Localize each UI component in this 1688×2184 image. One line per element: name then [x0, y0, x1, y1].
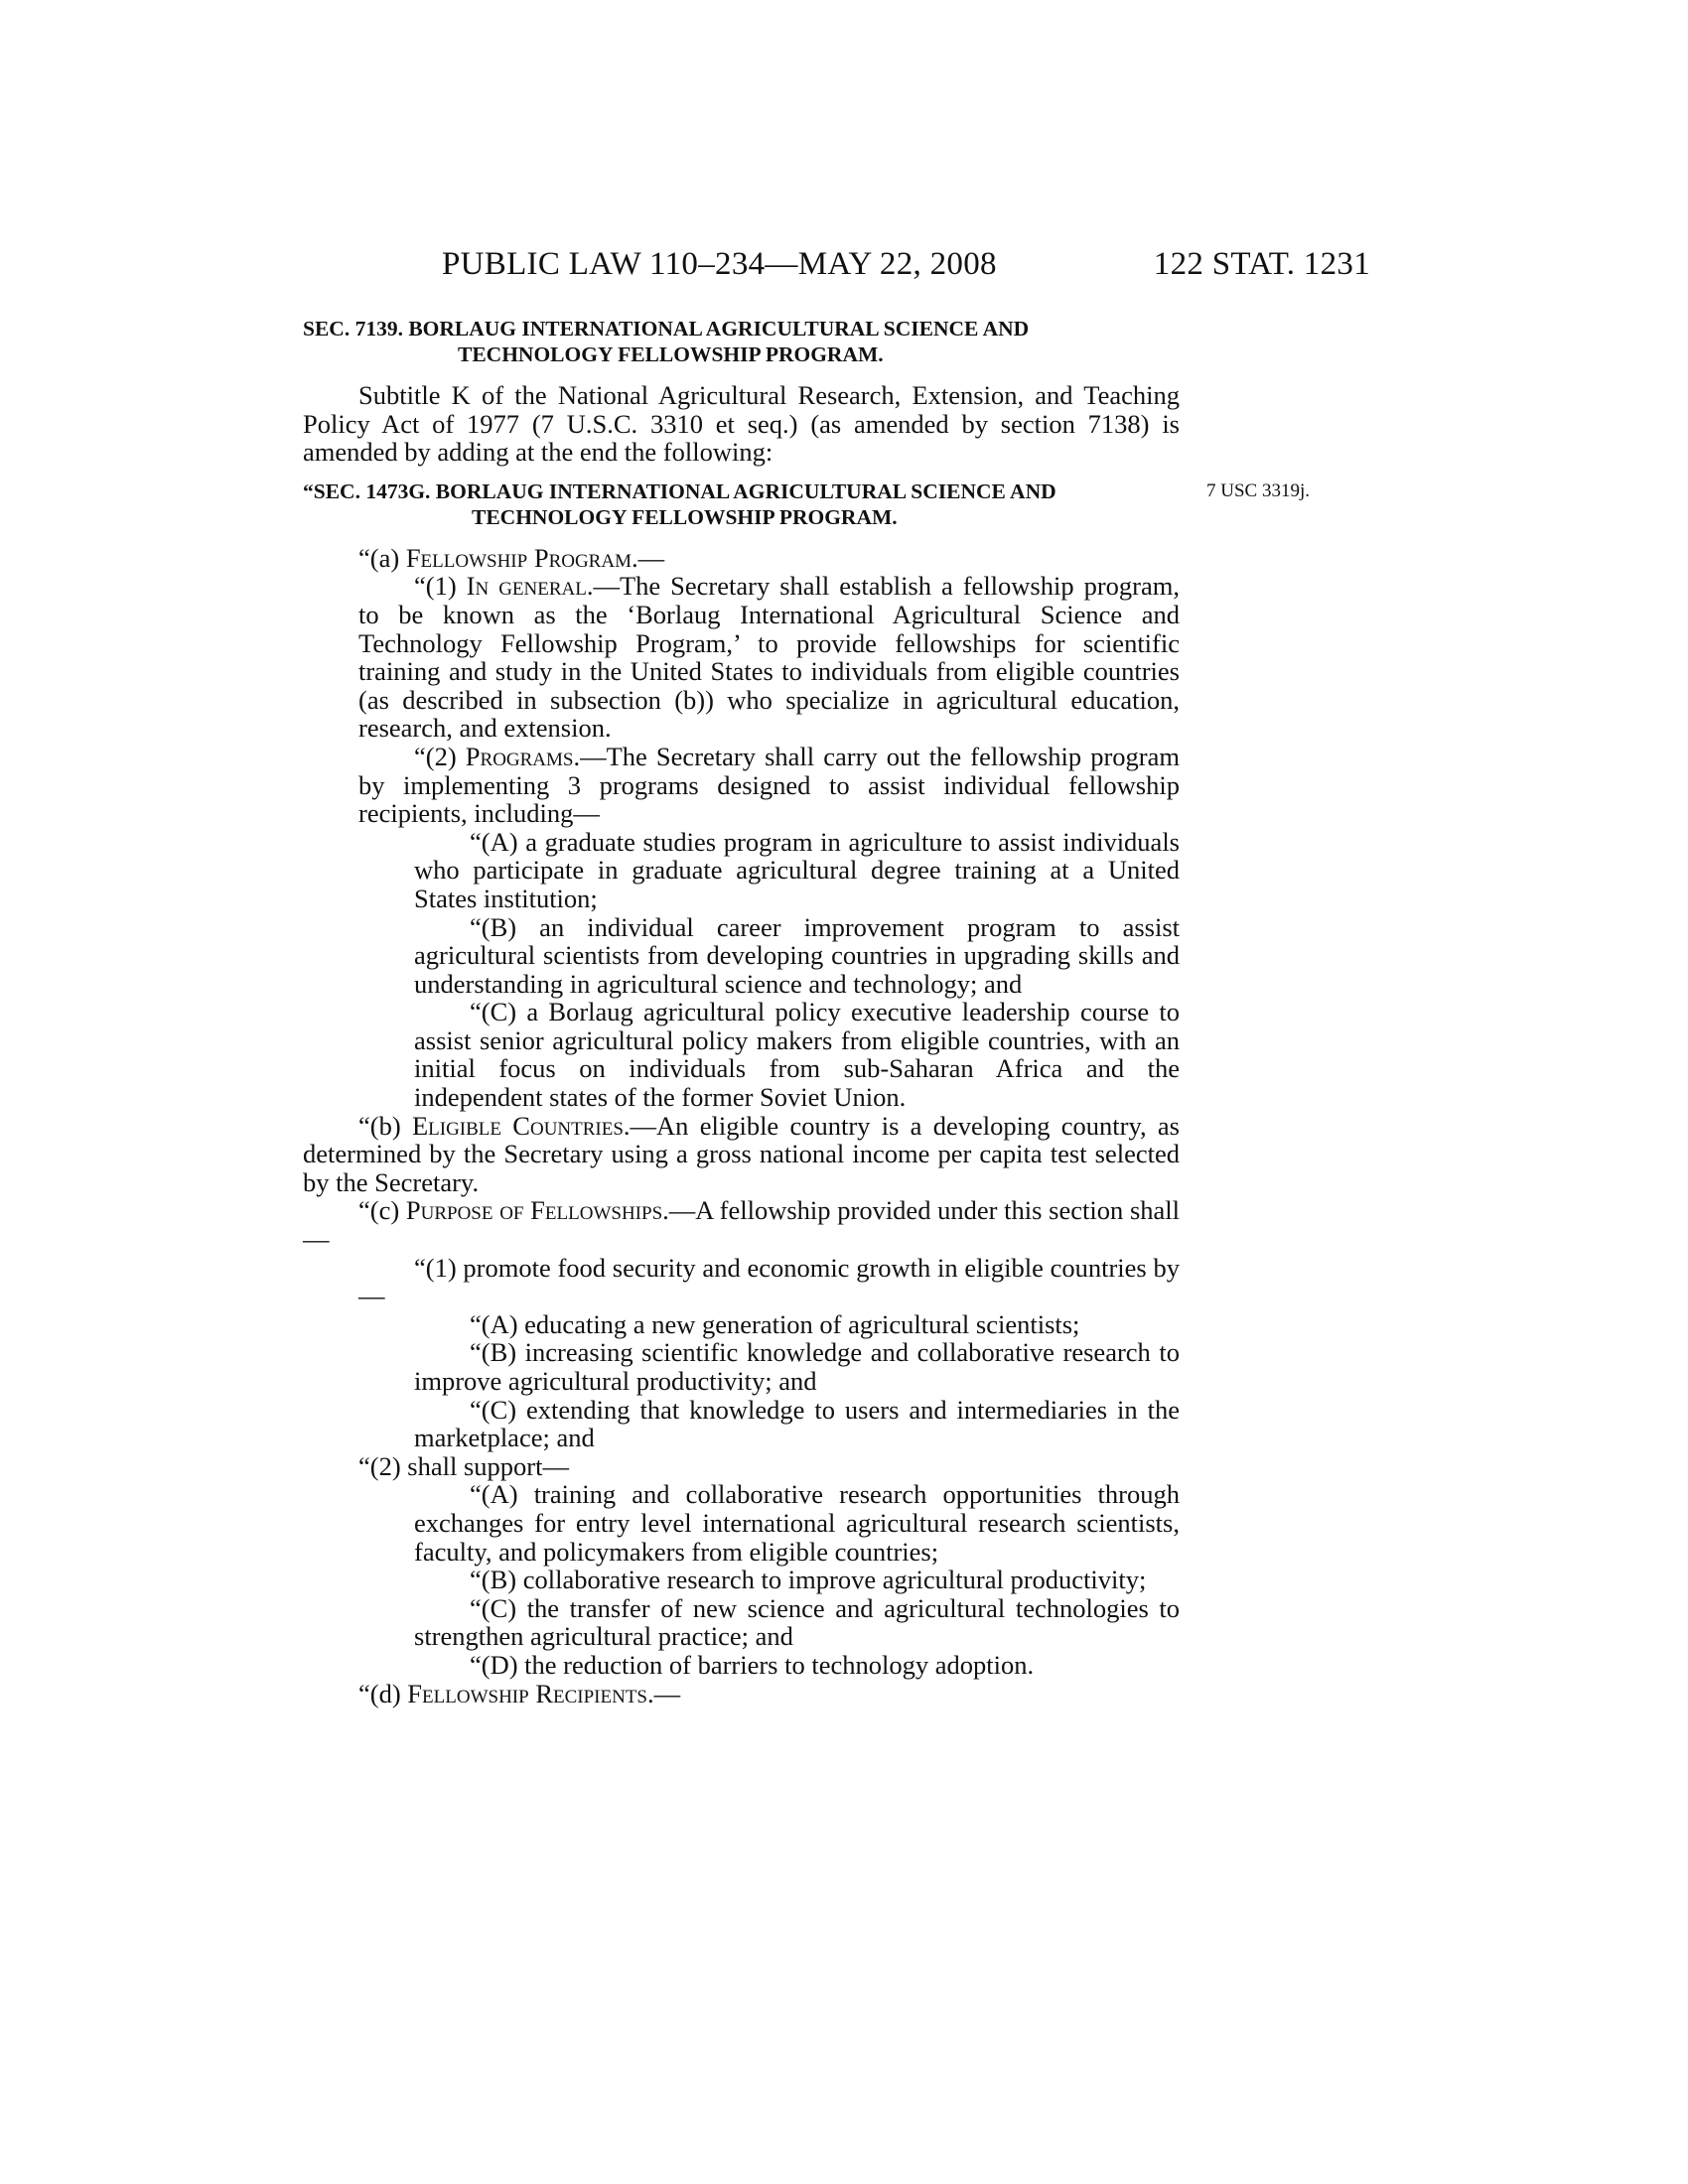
- subsection-a: [303, 544, 1180, 573]
- paragraph-c-2: “(2) shall support—: [358, 1450, 569, 1481]
- subsection-b-prefix: “(b): [358, 1110, 412, 1141]
- page-header: [303, 246, 1370, 286]
- subsection-a-prefix: “(a): [358, 542, 406, 573]
- subsection-c: [303, 1196, 1180, 1253]
- subparagraph-c-2-D: “(D) the reduction of barriers to technology adoption.: [470, 1649, 1035, 1680]
- subsection-c-caption: Purpose of Fellowships.: [405, 1195, 669, 1226]
- paragraph-a-1-prefix: “(1): [414, 571, 467, 602]
- paragraph-a-1-text: —The Secretary shall establish a fellowship program, to be known as the ‘Borlaug International Agricultural Science and Technology Fellowship Program,’ to provide fellowships for scientific training and study in the United States to individuals from eligible countries (as described in subsection (b)) who specialize in agricultural education, research, and extension.: [358, 571, 1180, 744]
- paragraph-a-1: [303, 572, 1180, 743]
- paragraph-a-2-text: —The Secretary shall carry out the fellowship program by implementing 3 programs designed to assist individual fellowship recipients, including—: [358, 741, 1180, 829]
- subparagraph-a-2-C: “(C) a Borlaug agricultural policy executive leadership course to assist senior agricultural policy makers from eligible countries, with an initial focus on individuals from sub-Saharan Africa and the independent states of the former Soviet Union.: [414, 997, 1180, 1113]
- statute-citation: 122 STAT. 1231: [1153, 246, 1370, 282]
- subparagraph-a-2-B: “(B) an individual career improvement program to assist agricultural scientists from developing countries in upgrading skills and understanding in agricultural science and technology; and: [414, 911, 1180, 999]
- running-head: PUBLIC LAW 110–234—MAY 22, 2008: [442, 246, 997, 282]
- subsection-a-caption: Fellowship Program.—: [405, 542, 665, 573]
- usc-margin-note: 7 USC 3319j.: [1206, 479, 1310, 501]
- subparagraph-c-1-C: “(C) extending that knowledge to users and intermediaries in the marketplace; and: [414, 1394, 1180, 1453]
- subparagraph-c-2-A: “(A) training and collaborative research opportunities through exchanges for entry level international agricultural research scientists, faculty, and policymakers from eligible countries;: [414, 1479, 1180, 1567]
- subsection-c-text: —A fellowship provided under this section shall—: [303, 1195, 1180, 1255]
- subsection-b-caption: Eligible Countries.: [411, 1110, 631, 1141]
- subsection-d: [303, 1680, 1180, 1708]
- subsection-b-text: —An eligible country is a developing country, as determined by the Secretary using a gross national income per capita test selected by the Secretary.: [303, 1110, 1180, 1197]
- subsection-d-prefix: “(d): [358, 1678, 408, 1708]
- subparagraph-c-2-C: “(C) the transfer of new science and agricultural technologies to strengthen agricultural practice; and: [414, 1592, 1180, 1652]
- paragraph-a-2-caption: Programs.: [465, 741, 581, 771]
- document-body: [303, 316, 1310, 1708]
- paragraph-a-2: [303, 743, 1180, 828]
- section-7139-heading: SEC. 7139. BORLAUG INTERNATIONAL AGRICULTURAL SCIENCE AND TECHNOLOGY FELLOWSHIP PROGRAM.: [303, 317, 1030, 366]
- subparagraph-a-2-A: “(A) a graduate studies program in agriculture to assist individuals who participate in graduate agricultural degree training at a United States institution;: [414, 826, 1180, 913]
- section-1473g-heading-text: “SEC. 1473G. BORLAUG INTERNATIONAL AGRICULTURAL SCIENCE AND TECHNOLOGY FELLOWSHIP PROGRAM.: [303, 478, 1056, 529]
- subsection-d-caption: Fellowship Recipients.—: [407, 1678, 681, 1708]
- subparagraph-c-2-B: “(B) collaborative research to improve agricultural productivity;: [470, 1565, 1147, 1595]
- paragraph-a-2-prefix: “(2): [414, 741, 466, 771]
- subparagraph-c-1-B: “(B) increasing scientific knowledge and collaborative research to improve agricultural productivity; and: [414, 1337, 1180, 1396]
- section-1473g-heading: [303, 478, 1310, 530]
- subsection-c-prefix: “(c): [358, 1195, 406, 1226]
- subsection-b: [303, 1112, 1180, 1197]
- paragraph-a-1-caption: In general.: [466, 571, 594, 602]
- subparagraph-c-1-A: “(A) educating a new generation of agricultural scientists;: [470, 1308, 1080, 1339]
- section-7139-intro: Subtitle K of the National Agricultural Research, Extension, and Teaching Policy Act of 1977 (7 U.S.C. 3310 et seq.) (as amended by section 7138) is amended by adding at the end the following:: [303, 380, 1180, 468]
- paragraph-c-1: “(1) promote food security and economic growth in eligible countries by—: [358, 1252, 1180, 1311]
